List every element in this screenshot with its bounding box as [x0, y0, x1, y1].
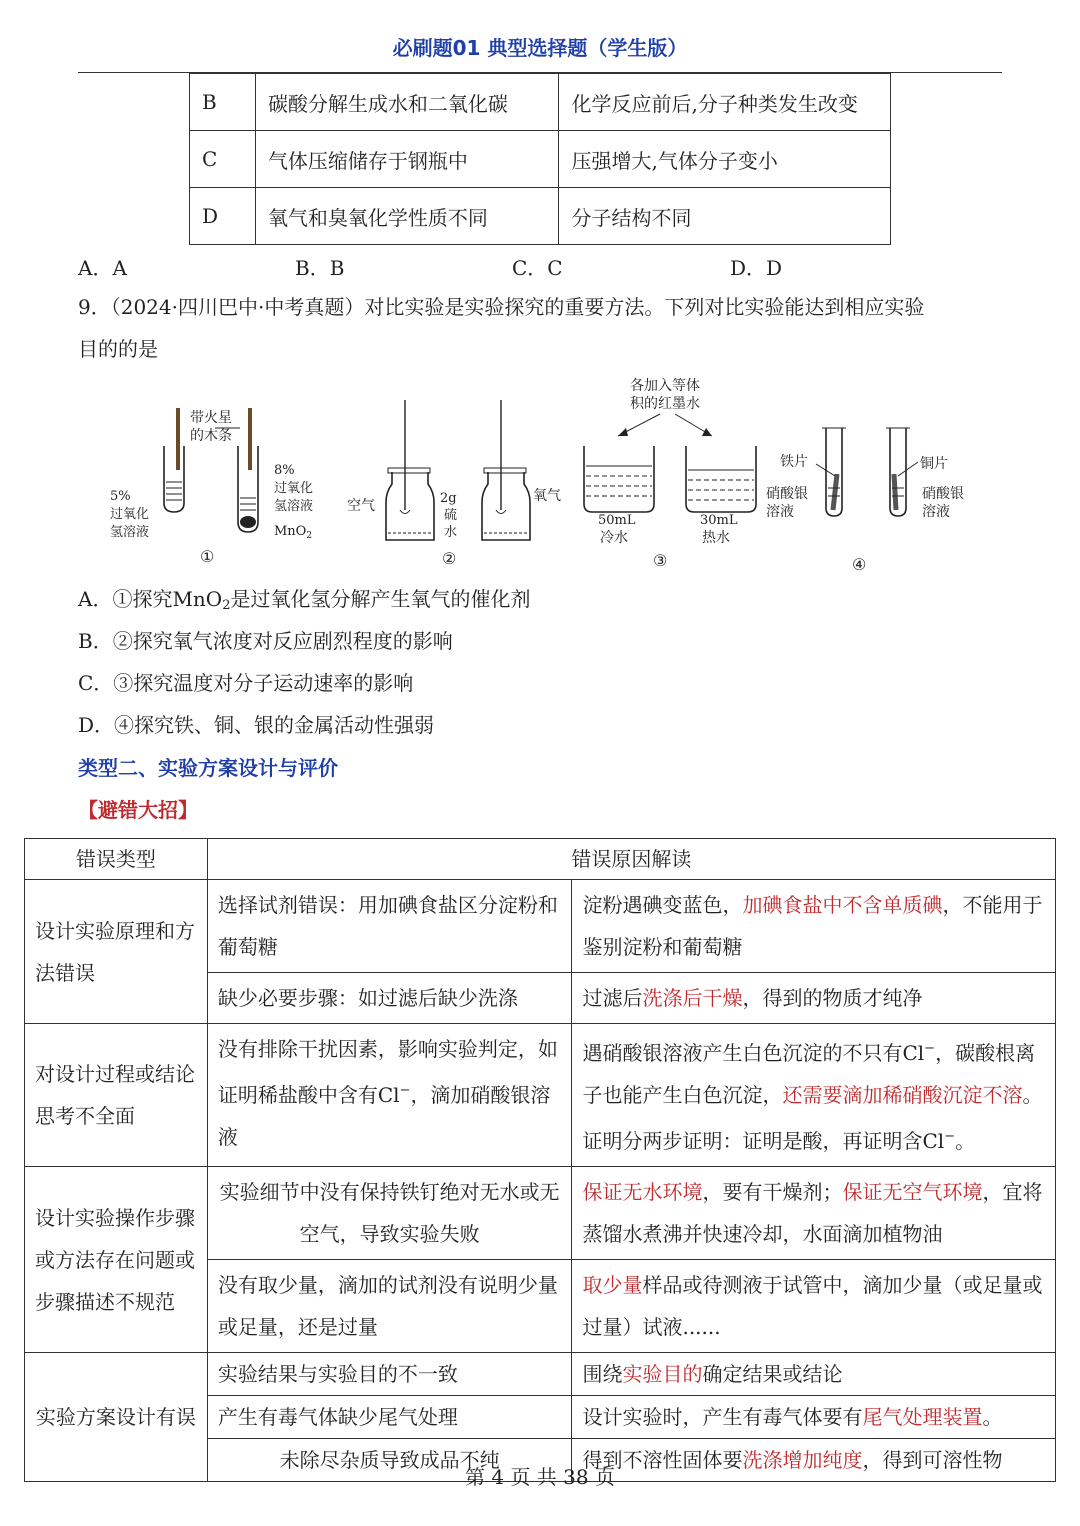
silver-label-2: 溶液 [766, 504, 794, 520]
table-row [25, 1353, 1056, 1396]
silver-label-1: 硝酸银 [766, 486, 808, 502]
figure-2 [347, 400, 561, 568]
error-cell: 实验结果与实验目的不一致 [207, 1353, 572, 1396]
page-header-title: 必刷题01 典型选择题（学生版） [392, 36, 688, 60]
reason-cell: 取少量样品或待测液于试管中，滴加少量（或足量或过量）试液...... [572, 1260, 1056, 1353]
category-cell: 设计实验原理和方法错误 [25, 880, 208, 1024]
header-reason: 错误原因解读 [207, 839, 1055, 880]
page-footer: 第 4 页 共 38 页 [465, 1465, 615, 1489]
error-table [24, 838, 1056, 1482]
figure-number-3: ③ [653, 551, 668, 570]
explain-cell: 压强增大,气体分子变小 [559, 131, 891, 188]
fact-cell: 碳酸分解生成水和二氧化碳 [255, 74, 559, 131]
table-header-row [25, 839, 1056, 880]
figure-number-2: ② [442, 549, 457, 568]
left-name2: 氢溶液 [110, 525, 150, 540]
figure-number-4: ④ [852, 555, 867, 574]
sulfur-mass: 2g [440, 491, 457, 506]
table-row [25, 1024, 1056, 1167]
iron-label: 铁片 [780, 454, 808, 470]
splint-label-2: 的木条 [190, 428, 232, 444]
category-cell: 实验方案设计有误 [25, 1353, 208, 1482]
left-name1: 过氧化 [110, 507, 150, 522]
table-row [25, 1167, 1056, 1260]
row-label: D [190, 188, 256, 245]
cold-label: 冷水 [600, 530, 628, 546]
row-label: B [190, 74, 256, 131]
q8-option-d: D．D [730, 256, 783, 280]
hot-label: 热水 [702, 530, 730, 546]
splint-label-1: 带火星 [190, 410, 232, 426]
left-conc: 5% [110, 489, 131, 504]
table-row [190, 74, 891, 131]
reason-cell: 过滤后洗涤后干燥，得到的物质才纯净 [572, 973, 1056, 1024]
q9-stem-line1: 9．（2024·四川巴中·中考真题）对比实验是实验探究的重要方法。下列对比实验能达到相应实验 [78, 295, 925, 319]
figure-3 [584, 377, 756, 570]
error-cell: 实验细节中没有保持铁钉绝对无水或无空气，导致实验失败 [207, 1167, 572, 1260]
cold-volume: 50mL [598, 513, 636, 528]
fact-cell: 气体压缩储存于钢瓶中 [255, 131, 559, 188]
ink-label-2: 积的红墨水 [630, 396, 700, 412]
error-cell: 产生有毒气体缺少尾气处理 [207, 1396, 572, 1439]
reason-cell: 设计实验时，产生有毒气体要有尾气处理装置。 [572, 1396, 1056, 1439]
error-cell: 没有取少量，滴加的试剂没有说明少量或足量，还是过量 [207, 1260, 572, 1353]
reason-cell: 遇硝酸银溶液产生白色沉淀的不只有Cl−，碳酸根离子也能产生白色沉淀，还需要滴加稀硝酸沉淀不溶。证明分两步证明：证明是酸，再证明含Cl−。 [572, 1024, 1056, 1167]
q8-option-a: A．A [78, 256, 127, 280]
figure-1 [110, 408, 313, 566]
tip-heading: 【避错大招】 [78, 798, 198, 822]
question-8-table [189, 73, 891, 245]
right-conc: 8% [274, 463, 295, 478]
copper-label: 铜片 [920, 456, 948, 472]
explain-cell: 分子结构不同 [559, 188, 891, 245]
reason-cell: 淀粉遇碘变蓝色，加碘食盐中不含单质碘，不能用于鉴别淀粉和葡萄糖 [572, 880, 1056, 973]
hot-volume: 30mL [700, 513, 738, 528]
figure-4 [766, 428, 964, 574]
category-cell: 设计实验操作步骤或方法存在问题或步骤描述不规范 [25, 1167, 208, 1353]
section-title: 类型二、实验方案设计与评价 [78, 756, 338, 780]
right-name2: 氢溶液 [274, 499, 314, 514]
category-cell: 对设计过程或结论思考不全面 [25, 1024, 208, 1167]
sulfur-label: 硫 [444, 508, 458, 523]
explain-cell: 化学反应前后,分子种类发生改变 [559, 74, 891, 131]
figure-number-1: ① [200, 547, 215, 566]
q9-option-b: B．②探究氧气浓度对反应剧烈程度的影响 [78, 629, 453, 653]
fact-cell: 氧气和臭氧化学性质不同 [255, 188, 559, 245]
experiment-diagram [100, 370, 1000, 580]
header-type: 错误类型 [25, 839, 208, 880]
silver-label-3: 硝酸银 [922, 486, 964, 502]
error-cell: 缺少必要步骤：如过滤后缺少洗涤 [207, 973, 572, 1024]
q8-option-b: B．B [295, 256, 345, 280]
reason-cell: 得到不溶性固体要洗涤增加纯度，得到可溶性物 [572, 1439, 1056, 1482]
q9-option-a: A．①探究MnO$_2$是过氧化氢分解产生氧气的催化剂 [78, 587, 531, 613]
silver-label-4: 溶液 [922, 504, 950, 520]
error-cell: 未除尽杂质导致成品不纯 [207, 1439, 572, 1482]
q9-option-d: D．④探究铁、铜、银的金属活动性强弱 [78, 713, 435, 737]
oxygen-label: 氧气 [533, 488, 561, 504]
table-row [25, 880, 1056, 973]
table-row [190, 188, 891, 245]
q8-option-c: C．C [512, 256, 563, 280]
q9-option-c: C．③探究温度对分子运动速率的影响 [78, 671, 414, 695]
error-cell: 选择试剂错误：用加碘食盐区分淀粉和葡萄糖 [207, 880, 572, 973]
mno2-label: MnO$_2$ [274, 524, 313, 541]
row-label: C [190, 131, 256, 188]
water-label: 水 [444, 525, 458, 540]
reason-cell: 围绕实验目的确定结果或结论 [572, 1353, 1056, 1396]
q9-stem-line2: 目的的是 [78, 337, 158, 361]
error-cell: 没有排除干扰因素，影响实验判定，如证明稀盐酸中含有Cl−，滴加硝酸银溶液 [207, 1024, 572, 1167]
reason-cell: 保证无水环境，要有干燥剂；保证无空气环境，宜将蒸馏水煮沸并快速冷却，水面滴加植物油 [572, 1167, 1056, 1260]
right-name1: 过氧化 [274, 481, 314, 496]
air-label: 空气 [347, 498, 375, 514]
ink-label-1: 各加入等体 [630, 378, 700, 394]
table-row [190, 131, 891, 188]
